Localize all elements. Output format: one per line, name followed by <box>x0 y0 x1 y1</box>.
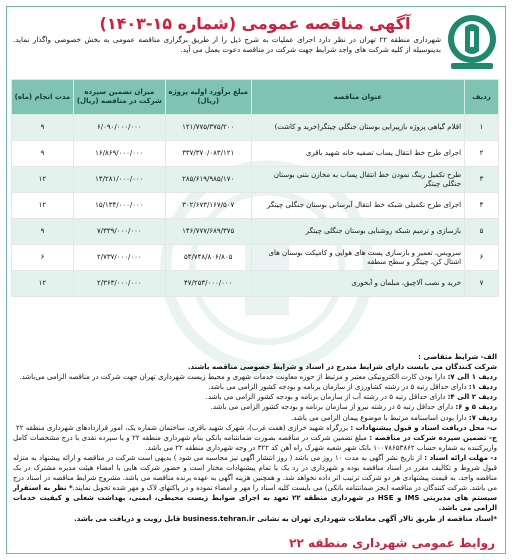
condition-item <box>13 423 497 433</box>
row-no: ۵ <box>465 219 499 245</box>
row-deposit: ۲/۷۳۷/۰۰۰/۰۰۰ <box>73 245 165 271</box>
col-header-row-no: ردیف <box>465 80 499 115</box>
row-duration: ۹ <box>12 219 74 245</box>
table-row <box>12 193 499 219</box>
condition-label: ردیف ۱ الی ۷: <box>447 373 497 382</box>
row-no: ۴ <box>465 193 499 219</box>
condition-item <box>13 402 497 412</box>
condition-note-link: *اسناد مناقصه از طریق تالار آگهی معاملات شهرداری تهران به نشانی business.tehran.ir قابل رویت و دریافت می باشد. <box>74 514 497 523</box>
notice-header <box>11 13 499 75</box>
table-row <box>12 245 499 271</box>
tender-notice <box>6 6 506 554</box>
table-header-row <box>12 80 499 115</box>
condition-item <box>13 433 497 453</box>
condition-note: * نظر به استقرار سیستم های مدیریتی IMS و HSE در شهرداری منطقه ۲۲ تعهد به اجرای ضوابط زیست محیطی، ایمنی، بهداشت شغلی و کیفیت خدمات الزامی می باشد. <box>13 484 497 513</box>
condition-text: دارا بودن کارت الکترونیکی معتبر و مرتبط از حوزه معاونت خدمات شهری و محیط زیست شهرداری تهران جهت شرکت در مناقصه الزامی می‌باشد. <box>19 373 446 382</box>
conditions-lead: شرکت کنندگان می بایست دارای شرایط مندرج در اسناد و شرایط خصوصی مناقصه باشند. <box>187 363 497 372</box>
condition-label: ردیف ۷: <box>468 413 497 422</box>
row-title: طرح تکمیل رینگ نمودن خط انتقال پساب به مخازن بتنی بوستان جنگلی چیتگر <box>251 167 464 193</box>
footer-signature: روابط عمومی شهرداری منطقه ۲۲ <box>289 536 495 550</box>
conditions-heading: الف- شرایط متقاضی : <box>418 353 497 361</box>
row-duration: ۱۲ <box>12 271 74 297</box>
conditions-section <box>13 352 497 524</box>
table-row <box>12 167 499 193</box>
table-row <box>12 219 499 245</box>
row-deposit: ۱۶/۸۶۹/۰۰۰/۰۰۰ <box>73 141 165 167</box>
row-estimate: ۳۰۲/۶۷۳/۱۶۷/۵۰۷ <box>165 193 251 219</box>
condition-item <box>13 453 497 514</box>
row-title: اقلام گیاهی پروژه بازپیرایی بوستان جنگلی چیتگر(خرید و کاشت) <box>251 115 464 141</box>
row-no: ۱ <box>465 115 499 141</box>
row-estimate: ۳۳۷/۳۷۰/۰۸۳/۱۲۱ <box>165 141 251 167</box>
condition-text: دارای حداقل رتبه ۵ در رشته آب از سازمان برنامه و بودجه کشور الزامی می باشد. <box>205 393 446 402</box>
table-row <box>12 141 499 167</box>
condition-label: ردیف ۲ الی ۴: <box>447 393 497 402</box>
condition-label: ردیف ۵ و ۶: <box>455 403 497 412</box>
condition-item <box>13 413 497 423</box>
row-duration: ۱۲ <box>12 193 74 219</box>
row-estimate: ۴۷/۲۵۳/۰۰۰/۰۰۰ <box>165 271 251 297</box>
condition-text: دارای حداقل رتبه ۵ در رشته نیرو از سازمان برنامه و بودجه کشور الزامی می باشد. <box>210 403 454 412</box>
row-title: اجرای طرح خط انتقال پساب تصفیه خانه شهید باقری <box>251 141 464 167</box>
table-row <box>12 115 499 141</box>
condition-label: د- مهلت ارائه اسناد : <box>424 453 497 462</box>
row-title: خرید و نصب آلاچیق، مبلمان و آبخوری <box>251 271 464 297</box>
row-title: بازسازی و ترمیم شبکه روشنایی بوستان جنگلی چیتگر <box>251 219 464 245</box>
condition-item <box>13 382 497 392</box>
row-deposit: ۷/۳۳۹/۰۰۰/۰۰۰ <box>73 219 165 245</box>
col-header-estimate: مبلغ برآورد اولیه پروژه (ریال) <box>165 80 251 115</box>
row-estimate: ۲۸۵/۶۱۹/۹۸۵/۱۷۰ <box>165 167 251 193</box>
row-title: اجرای طرح تکمیلی شبکه خط انتقال آبرسانی بوستان جنگلی چیتگر <box>251 193 464 219</box>
row-title: سرویس، تعمیر و بازسازی پست های هوایی و کامپکت بوستان های اشتال کن، چیتگر و سطح منطقه <box>251 245 464 271</box>
condition-label: ردیف ۱: <box>468 383 497 392</box>
row-no: ۳ <box>465 167 499 193</box>
municipality-logo-icon <box>445 13 499 71</box>
notice-title: آگهی مناقصه عمومی (شماره ۱۵-۱۴۰۳) <box>99 14 411 33</box>
row-estimate: ۱۴۶/۷۷۷/۶۸۹/۳۷۵ <box>165 219 251 245</box>
row-duration: ۶ <box>12 245 74 271</box>
notice-intro: شهرداری منطقه ۲۲ تهران در نظر دارد اجرای عملیات به شرح ذیل را از طریق برگزاری مناقصه عمومی به بخش خصوصی واگذار نماید. بدینوسیله از کلیه شرکت های واجد شرایط جهت شرکت در مناقصه دعوت بعمل می آید. <box>13 35 441 54</box>
row-duration: ۱۲ <box>12 167 74 193</box>
row-estimate: ۵۴/۷۴۸/۸۰۶/۸۰۵ <box>165 245 251 271</box>
condition-item <box>13 372 497 382</box>
row-deposit: ۱۴/۲۸۱/۰۰۰/۰۰۰ <box>73 167 165 193</box>
condition-text: دارا بودن اساسنامه مرتبط با موضوع پیمان الزامی می باشد. <box>291 413 467 422</box>
condition-label: ب- محل دریافت اسناد و قبول پیشنهادات : <box>350 423 497 432</box>
row-no: ۶ <box>465 245 499 271</box>
row-duration: ۹ <box>12 115 74 141</box>
row-no: ۷ <box>465 271 499 297</box>
row-estimate: ۱۲۱/۷۷۵/۳۷۵/۲۰۰ <box>165 115 251 141</box>
col-header-deposit: میزان تضمین سپرده شرکت در مناقصه (ریال) <box>73 80 165 115</box>
condition-item <box>13 392 497 402</box>
row-deposit: ۲/۳۶۳/۰۰۰/۰۰۰ <box>73 271 165 297</box>
col-header-title: عنوان مناقصه <box>251 80 464 115</box>
condition-label: ج- تضمین سپرده شرکت در مناقصه : <box>369 433 497 442</box>
row-deposit: ۱۵/۱۳۴/۰۰۰/۰۰۰ <box>73 193 165 219</box>
tender-table <box>11 79 499 297</box>
row-duration: ۹ <box>12 141 74 167</box>
row-no: ۲ <box>465 141 499 167</box>
condition-text: بزرگراه شهید خرازی (همت غرب)، شهرک شهید باقری، ساختمان شماره یک، امور قراردادهای شهرداری منطقه ۲۲ <box>15 423 349 432</box>
col-header-duration: مدت انجام (ماه) <box>12 80 74 115</box>
table-row <box>12 271 499 297</box>
condition-text: از تاریخ نشر آگهی به مدت ۱۰ روز می باشد ( روز انتشار آگهی نیز محاسبه می شود ) بدیهی است شرکت در مناقصه و ارائه پیشنهاد به منزله قبول شروط و تکالیف مقرر در اسناد مناقصه بوده و شهرداری در رد یک یا تمام پیشنهادات مختار است و حضور شرکت هایی با امضاء هیئت مدیره مشترک در یک مناقصه واجد، به قیمت پیشنهادی هر دو شرکت ترتیب اثر داده نخواهد شد. و همچنین هزینه آگهی به عهده برنده مناقصه می باشد. مشروح شرایط مناقصه در اسناد درج می باشد. شرکت کنندگان در مناقصه (بجز ضمانتنامه بانکی) می بایست کلیه اسناد را مهر و امضاء نموده و در پاکتهای لاک و مهر شده تحویل نمایند. <box>13 453 498 493</box>
row-deposit: ۶/۰۹۰/۰۰۰/۰۰۰ <box>73 115 165 141</box>
condition-text: مبلغ تضمین شرکت در مناقصه بصورت ضمانتنامه بانکی بنام شهرداری منطقه ۲۲ و یا سپرده نقدی با درج مشخصات کامل واریزکننده به شماره حساب ۱۰۰۷۸۶۵۳۸۶۲ بانک شهر شعبه شهرک راه آهن کد ۳۲۲ در وجه شهرداری منطقه ۲۲ می باشد. <box>13 433 497 452</box>
condition-text: دارای حداقل رتبه ۵ در رشته کشاورزی از سازمان برنامه و بودجه کشور الزامی می باشد. <box>208 383 467 392</box>
